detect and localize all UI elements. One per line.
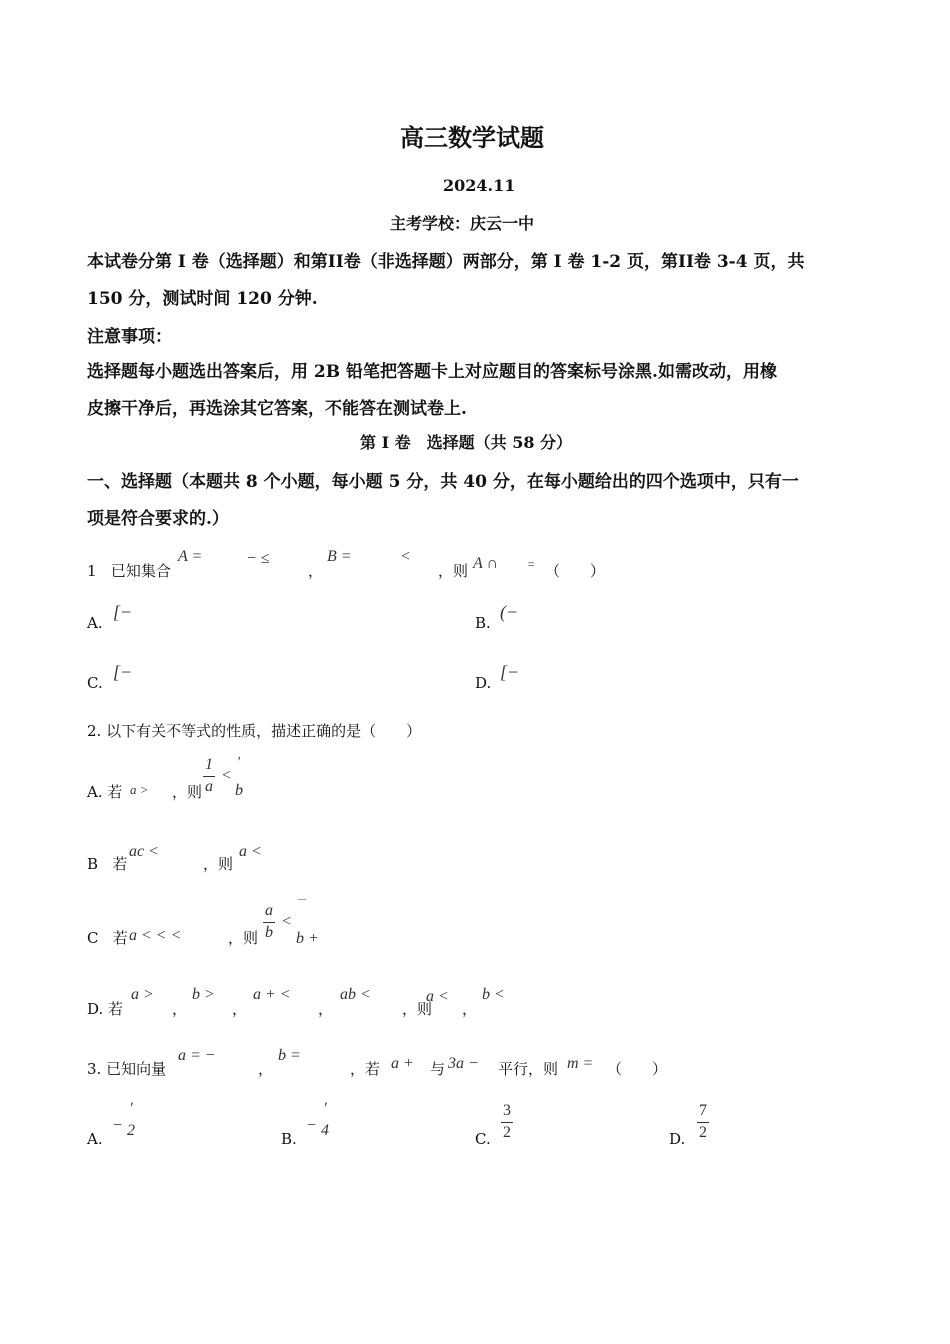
q1-equals: = (527, 557, 536, 571)
q3-parallel: 平行，则 (498, 1060, 559, 1078)
q3-diff: 3a − (448, 1055, 479, 1072)
q2c-num-2: ‾‾ (298, 898, 306, 912)
q2c-then: ，则 (228, 929, 259, 947)
q3-stem-start: 3. 已知向量 (87, 1060, 167, 1078)
q2b-cond: ac < (129, 843, 159, 860)
q1-paren: （ ） (545, 562, 606, 580)
q3b-sign: − (306, 1117, 317, 1134)
q3c-fraction (501, 1103, 513, 1142)
q2d-comma-3: ， (318, 1000, 334, 1018)
q2a-fraction-1 (203, 757, 215, 796)
q2b-then: ，则 (203, 855, 234, 873)
exam-date: 2024.11 (443, 176, 516, 195)
q3-option-d[interactable] (669, 1130, 685, 1148)
if-text: 若 (108, 1000, 124, 1018)
notes-line-2: 皮擦干净后，再选涂其它答案，不能答在测试卷上. (87, 399, 467, 419)
option-label: D. (669, 1130, 686, 1148)
q3-option-c[interactable] (475, 1130, 491, 1148)
q2-stem: 2. 以下有关不等式的性质，描述正确的是（ ） (87, 722, 422, 740)
option-label: C (87, 929, 99, 947)
q3a-sign: − (112, 1117, 123, 1134)
numerator: a (265, 902, 273, 919)
q2d-then: ，则 (402, 1000, 433, 1018)
denominator: 2 (699, 1123, 707, 1141)
numerator: 3 (503, 1102, 511, 1119)
option-label: B. (475, 614, 491, 632)
q2d-comma-4: ， (462, 1000, 478, 1018)
q2d-result-1: a < (426, 988, 449, 1005)
q1-number: 1 (87, 562, 97, 580)
q3-option-b[interactable] (281, 1130, 297, 1148)
q3-m-eq: m = (567, 1055, 594, 1072)
q2c-den-2: b + (296, 930, 319, 947)
q2d-comma-1: ， (172, 1000, 188, 1018)
q2-option-c[interactable] (87, 927, 128, 948)
q1-set-b: B = (327, 548, 352, 565)
option-label: B (87, 855, 99, 873)
numerator: 7 (699, 1102, 707, 1119)
notes-title: 注意事项： (87, 327, 172, 347)
numerator: ' (129, 1100, 133, 1117)
q3d-fraction (697, 1103, 709, 1142)
q3-option-a[interactable] (87, 1130, 103, 1148)
option-label: A. (87, 1130, 103, 1148)
part1-heading-line-1: 一、选择题（本题共 8 个小题，每小题 5 分，共 40 分，在每小题给出的四个选项中，只有一 (87, 472, 799, 492)
q1-set-a-cond: − ≤ (246, 550, 270, 567)
q2d-comma-2: ， (232, 1000, 248, 1018)
q2d-cond-2: b > (192, 986, 215, 1003)
q2a-den-2: b (235, 782, 243, 799)
q2d-cond-1: a > (131, 986, 154, 1003)
part1-heading-line-2: 项是符合要求的.） (87, 509, 229, 529)
denominator: b (265, 923, 273, 941)
q2d-cond-3: a + < (253, 986, 291, 1003)
option-label: A. (87, 614, 103, 632)
q1-stem (87, 560, 171, 581)
q1-intersection: A ∩ (473, 555, 499, 572)
q2a-lt: < (221, 767, 232, 784)
if-text: 若 (112, 929, 128, 947)
q2b-result: a < (239, 843, 262, 860)
q2a-then: ，则 (172, 783, 203, 801)
q2-option-a[interactable] (87, 781, 122, 802)
option-label: A. (87, 783, 103, 801)
intro-line-2: 150 分，测试时间 120 分钟. (87, 289, 318, 309)
option-label: C. (87, 674, 103, 692)
page-title: 高三数学试题 (400, 123, 544, 152)
q1-text: 已知集合 (110, 562, 171, 580)
q1-option-d[interactable] (475, 674, 491, 692)
q3-if: ，若 (350, 1060, 381, 1078)
q1-then: ，则 (438, 562, 469, 580)
denominator: 2 (503, 1123, 511, 1141)
q2-option-b[interactable] (87, 853, 127, 874)
q3-vector-b: b = (278, 1047, 301, 1064)
option-label: B. (281, 1130, 297, 1148)
q2-option-d[interactable] (87, 998, 123, 1019)
section-title: 第 I 卷 选择题（共 58 分） (360, 433, 573, 452)
q3-paren: （ ） (607, 1060, 668, 1078)
q1-option-a-math: [− (113, 602, 133, 622)
q3b-fraction (319, 1101, 331, 1140)
q2d-cond-4: ab < (340, 986, 371, 1003)
option-label: D. (475, 674, 492, 692)
q1-set-b-cond: < (400, 548, 411, 565)
numerator: ' (323, 1100, 327, 1117)
q1-option-c-math: [− (113, 662, 133, 682)
q2c-cond: a < < < (129, 927, 182, 944)
q2a-cond: a > (130, 782, 149, 797)
q2c-fraction-1 (263, 903, 275, 942)
q3-vector-a: a = − (178, 1047, 216, 1064)
q3-with: 与 (430, 1060, 446, 1078)
host-school: 主考学校：庆云一中 (390, 214, 535, 233)
intro-line-1: 本试卷分第 I 卷（选择题）和第II卷（非选择题）两部分，第 I 卷 1-2 页，第II卷 3-4 页，共 (87, 252, 805, 272)
q3-sum: a + (391, 1055, 414, 1072)
q1-set-a: A = (178, 548, 203, 565)
q1-option-a[interactable] (87, 614, 103, 632)
q1-option-b[interactable] (475, 614, 491, 632)
if-text: 若 (107, 783, 123, 801)
q3-comma: ， (258, 1060, 274, 1078)
q1-option-c[interactable] (87, 674, 103, 692)
numerator: 1 (205, 756, 213, 773)
denominator: 4 (321, 1121, 329, 1139)
denominator: 2 (127, 1121, 135, 1139)
q1-option-b-math: (− (500, 602, 519, 622)
q2a-num-2: ' (237, 755, 240, 770)
if-text: 若 (112, 855, 128, 873)
q2c-lt: < (281, 913, 292, 930)
q1-option-d-math: [− (500, 662, 520, 682)
option-label: D. (87, 1000, 104, 1018)
option-label: C. (475, 1130, 491, 1148)
q3a-fraction (125, 1101, 137, 1140)
q2d-result-2: b < (482, 986, 505, 1003)
q1-comma: ， (308, 562, 324, 580)
notes-line-1: 选择题每小题选出答案后，用 2B 铅笔把答题卡上对应题目的答案标号涂黑.如需改动，用橡 (87, 362, 777, 382)
denominator: a (205, 777, 213, 795)
